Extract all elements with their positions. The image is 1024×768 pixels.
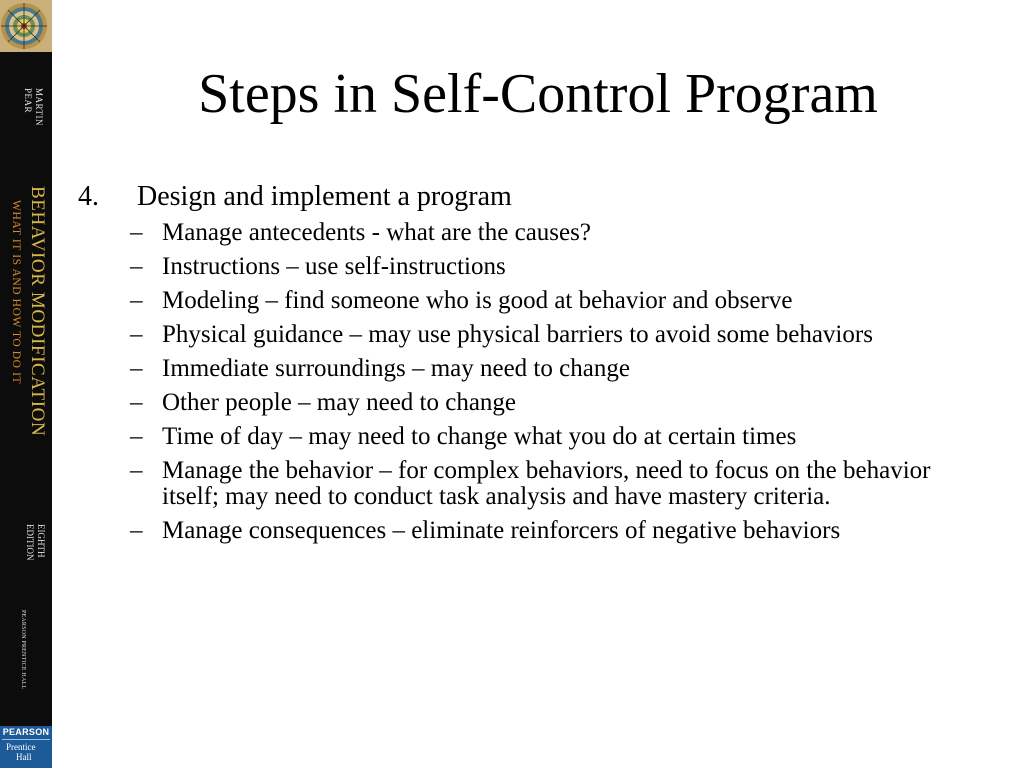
spine-edition-line-2: EDITION [25, 524, 35, 561]
list-item [78, 518, 978, 544]
step-number: 4. [78, 181, 99, 212]
dash-bullet: – [130, 423, 143, 450]
book-spine [0, 0, 52, 768]
spine-publisher: PEARSON PRENTICE HALL [20, 610, 26, 690]
list-item-text: Immediate surroundings – may need to change [162, 355, 630, 382]
imprint-line-1: Prentice [6, 742, 36, 752]
sub-bullet-list [78, 220, 978, 544]
slide-title: Steps in Self-Control Program [198, 63, 878, 125]
dash-bullet: – [130, 517, 143, 544]
spine-title: BEHAVIOR MODIFICATION [27, 186, 48, 437]
imprint-line-2: Hall [16, 752, 32, 762]
list-item [78, 220, 978, 246]
dash-bullet: – [130, 287, 143, 314]
spine-subtitle: WHAT IT IS AND HOW TO DO IT [10, 200, 22, 385]
spine-author-2: PEAR [23, 88, 33, 114]
list-item [78, 322, 978, 348]
dash-bullet: – [130, 355, 143, 382]
dash-bullet: – [130, 253, 143, 280]
list-item-text: Modeling – find someone who is good at behavior and observe [162, 287, 793, 314]
dash-bullet: – [130, 219, 143, 246]
list-item-text: Instructions – use self-instructions [162, 253, 506, 280]
list-item [78, 254, 978, 280]
list-item-text: Physical guidance – may use physical barriers to avoid some behaviors [162, 321, 873, 348]
list-item-text: Manage consequences – eliminate reinforcers of negative behaviors [162, 517, 841, 544]
spine-edition-line-1: EIGHTH [36, 524, 46, 558]
list-item [78, 390, 978, 416]
slide-body [78, 180, 978, 544]
list-item-text: Manage antecedents - what are the causes? [162, 219, 591, 246]
step-text: Design and implement a program [137, 181, 512, 212]
list-item [78, 356, 978, 382]
spine-authors [14, 88, 44, 148]
list-item [78, 458, 978, 510]
pearson-label: PEARSON [2, 727, 50, 737]
dash-bullet: – [130, 321, 143, 348]
list-item-text: Other people – may need to change [162, 389, 517, 416]
step-item [78, 180, 978, 214]
list-item-text: Manage the behavior – for complex behaviors, need to focus on the behavior itself; may need to conduct task analysis and have mastery criteria. [162, 457, 931, 510]
pearson-divider [2, 739, 50, 740]
list-item-text: Time of day – may need to change what you do at certain times [162, 423, 797, 450]
dash-bullet: – [130, 389, 143, 416]
pearson-imprint [6, 742, 50, 762]
spine-author-1: MARTIN [34, 88, 44, 126]
pearson-logo [0, 726, 52, 768]
dash-bullet: – [130, 457, 143, 484]
mandala-emblem-icon [0, 0, 52, 52]
list-item [78, 424, 978, 450]
list-item [78, 288, 978, 314]
